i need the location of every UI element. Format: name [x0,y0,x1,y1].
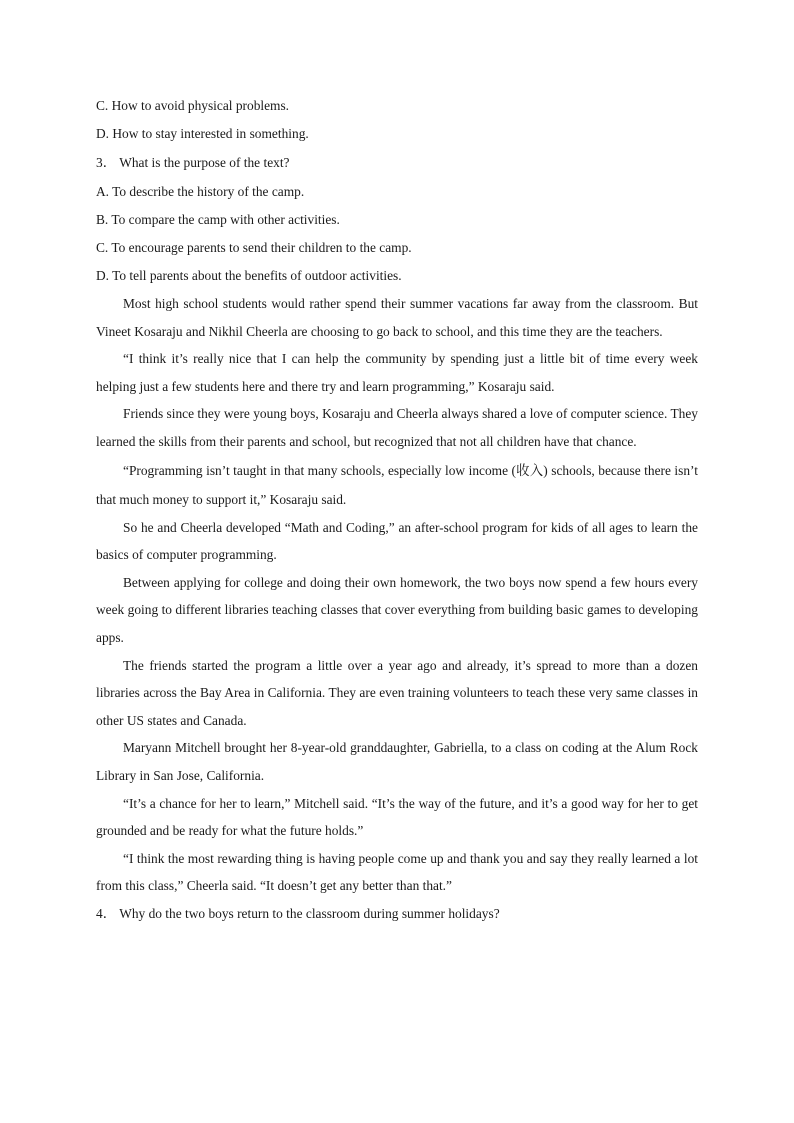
passage-paragraph: Maryann Mitchell brought her 8-year-old granddaughter, Gabriella, to a class on coding at the Alum Rock Library in San Jose, California. [96,740,698,783]
option-d-q2: D. How to stay interested in something. [96,126,309,141]
passage-paragraph: Most high school students would rather spend their summer vacations far away from the classroom. But Vineet Kosaraju and Nikhil Cheerla are choosing to go back to school, and this time they are the teachers. [96,296,698,339]
document-page [96,92,698,928]
question-3-stem: 3． What is the purpose of the text? [96,155,290,170]
passage-paragraph: “It’s a chance for her to learn,” Mitchell said. “It’s the way of the future, and it’s a good way for her to get grounded and be ready for what the future holds.” [96,795,698,839]
passage-paragraph: So he and Cheerla developed “Math and Coding,” an after-school program for kids of all ages to learn the basics of computer programming. [96,519,698,563]
option-d-q3: D. To tell parents about the benefits of outdoor activities. [96,268,402,283]
question-4-stem: 4． Why do the two boys return to the classroom during summer holidays? [96,905,500,921]
option-a-q3: A. To describe the history of the camp. [96,184,305,199]
passage-paragraph: “I think the most rewarding thing is having people come up and thank you and say they really learned a lot from this class,” Cheerla said. “It doesn’t get any better than that.” [96,850,698,894]
option-c-q2: C. How to avoid physical problems. [96,98,290,113]
passage-paragraph: “I think it’s really nice that I can help the community by spending just a little bit of time every week helping just a few students here and there try and learn programming,” Kosaraju said. [96,351,698,394]
passage-paragraph: The friends started the program a little over a year ago and already, it’s spread to more than a dozen libraries across the Bay Area in California. They are even training volunteers to teach these very same classes in other US states and Canada. [96,657,698,728]
option-c-q3: C. To encourage parents to send their children to the camp. [96,240,412,255]
option-b-q3: B. To compare the camp with other activities. [96,212,340,227]
passage-paragraph: Friends since they were young boys, Kosaraju and Cheerla always shared a love of computer science. They learned the skills from their parents and school, but recognized that not all children have that chance. [96,406,698,449]
passage-paragraph: Between applying for college and doing their own homework, the two boys now spend a few hours every week going to different libraries teaching classes that cover everything from building basic games to developing apps. [96,574,698,645]
passage-paragraph: “Programming isn’t taught in that many schools, especially low income (收入) schools, because there isn’t that much money to support it,” Kosaraju said. [96,462,698,507]
